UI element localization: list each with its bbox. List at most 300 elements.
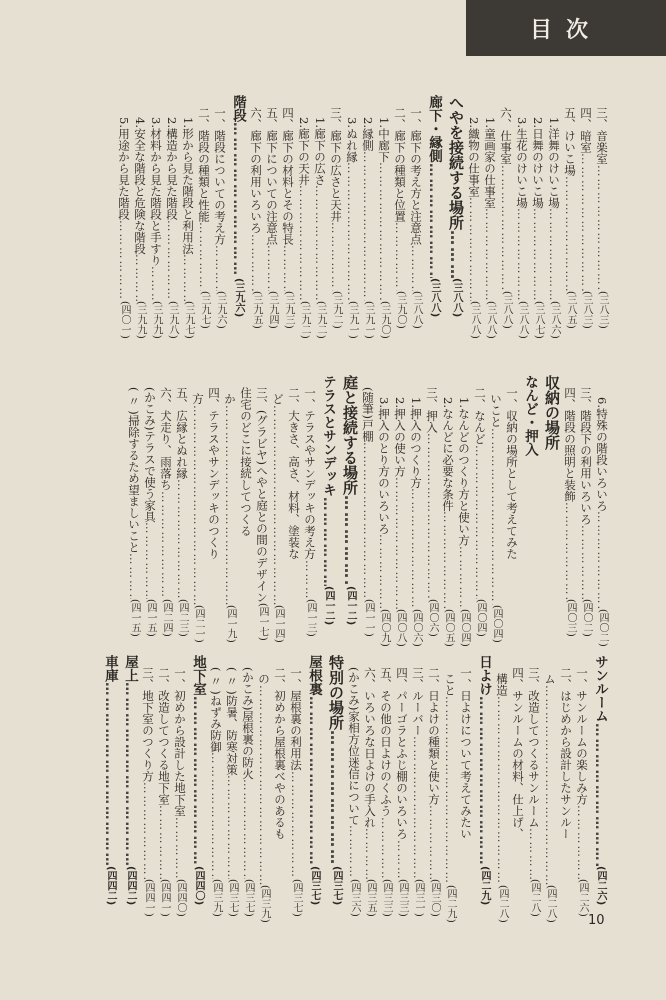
toc-page-ref: (四一一) [363,599,374,637]
toc-entry-text: ( 〃 )掃除するため望ましいこと [127,387,141,553]
toc-page-ref: (三九二) [299,301,310,339]
toc-section-heading [100,655,120,905]
toc-entry [562,375,578,637]
toc-page-ref: (四三一) [413,879,424,917]
toc-entry-text: テラスとサンデッキ [320,375,336,497]
toc-leader-dots [164,220,180,301]
toc-entry [240,655,256,917]
toc-leader-dots [410,736,426,879]
toc-entry-text: 四、サンルームの材料、仕上げ、 [511,667,525,840]
toc-page-ref: (三九八) [167,301,178,339]
toc-section-heading [324,655,346,905]
toc-page-ref: (三八八) [485,301,496,339]
toc-page-ref: (三八五) [565,291,576,329]
toc-leader-dots [344,162,360,301]
toc-entry [158,375,174,637]
toc-page-ref: (四二九) [445,885,456,923]
toc-leader-dots [208,752,224,879]
toc-page-ref: (三九〇) [379,301,390,339]
toc-entry [140,655,156,917]
toc-leader-dots [296,185,312,301]
toc-page-ref: (三九六) [233,277,244,317]
toc-entry-text: 四、階段の照明と装飾 [563,387,577,502]
toc-entry [224,655,240,917]
toc-entry [132,95,148,339]
toc-page-ref: (四四二) [125,865,136,905]
toc-page-ref: (三八八) [517,301,528,339]
toc-section-heading [444,95,466,317]
toc-entry [456,375,472,647]
toc-leader-dots [440,511,456,609]
toc-leader-dots [590,723,610,866]
toc-leader-dots [408,488,424,609]
toc-entry-text: 方 [191,393,205,405]
toc-leader-dots [456,546,472,609]
toc-header [466,0,666,56]
toc-entry [376,95,392,339]
toc-entry [408,95,424,329]
toc-page-ref: (四〇四) [475,599,486,637]
toc-page-ref: (四三九) [211,879,222,917]
toc-page-ref: (三九二) [331,291,342,329]
toc-entry [542,655,558,923]
toc-entry [206,375,222,637]
toc-entry [530,95,546,339]
toc-entry-text: 特別の場所 [327,655,345,730]
toc-section-heading [318,375,338,625]
toc-entry [504,375,520,637]
toc-entry [196,95,212,329]
toc-page-ref: (四三七) [309,865,320,905]
toc-entry-text: 収納の場所 [543,375,561,450]
toc-leader-dots [304,696,324,866]
toc-entry [346,655,362,917]
toc-section-heading [304,655,324,905]
toc-page-ref: (三九七) [183,301,194,339]
toc-leader-dots [318,497,338,586]
toc-entry-text: 3.材料から見た階段と手すり [149,117,163,266]
toc-entry-text: 二、なんど [473,387,487,445]
toc-entry [562,95,578,329]
toc-entry [302,375,318,637]
toc-leader-dots [408,245,424,291]
toc-entry-text: (随筆)戸棚 [361,387,375,442]
toc-leader-dots [228,122,248,278]
toc-entry-text: 三、廊下の広さと天井 [329,107,343,222]
toc-leader-dots [140,782,156,879]
toc-entry-text: 四、パーゴラとふじ棚のいろいろ [395,667,409,840]
toc-entry [272,655,288,917]
toc-entry [256,655,272,923]
toc-entry-text: 二、はじめから設計したサンルー [559,667,573,840]
toc-page-ref: (四〇三) [565,599,576,637]
toc-entry-text: 一、テラスやサンデッキの考え方 [303,387,317,560]
toc-leader-dots [392,477,408,609]
toc-entry-text: 2.なんどに必要な条件 [441,397,455,512]
toc-entry-text: 四、暗室 [579,107,593,153]
toc-entry-text: 二、階段の種類と性能 [197,107,211,222]
toc-page-ref: (四〇二) [581,599,592,637]
toc-entry [174,375,190,637]
toc-leader-dots [542,685,558,886]
toc-section-heading [540,375,562,625]
toc-leader-dots [578,525,594,599]
toc-leader-dots [188,696,208,866]
toc-leader-dots [494,696,510,885]
toc-entry [514,95,530,339]
toc-entry-text: 二、日よけの種類と使い方 [427,667,441,805]
toc-entry-text: 一、屋根裏の利用法 [289,667,303,771]
toc-entry-text: 6.特殊の階段いろいろ [595,397,609,512]
toc-section-heading [590,655,610,905]
toc-leader-dots [190,405,206,606]
toc-page-ref: (四一三) [305,599,316,637]
toc-entry [440,375,456,647]
toc-entry-text: 3.押入のとり方のいろいろ [377,397,391,535]
toc-leader-dots [392,222,408,291]
toc-entry-text: 庭と接続する場所 [341,375,359,495]
toc-page-ref: (四〇九) [379,609,390,647]
toc-entry-text: 三、押入 [425,387,439,433]
toc-page-ref: (三九五) [251,291,262,329]
toc-entry [180,95,196,339]
toc-page-ref: (四一二) [345,585,356,625]
toc-entry-text: 三、改造してつくるサンルーム [527,667,541,828]
toc-entry [328,95,344,329]
toc-entry [510,655,526,917]
toc-leader-dots [394,840,410,880]
toc-entry-text: 2.押入の使い方 [393,397,407,477]
toc-leader-dots [338,495,360,586]
toc-block-middle-columns [126,375,610,647]
toc-page-ref: (四二六) [595,865,606,905]
toc-page-ref: (四一五) [145,599,156,637]
toc-entry-text: ( 〃 )防暑、防寒対策 [225,667,239,776]
toc-section-heading [228,95,248,317]
toc-leader-dots [514,208,530,301]
toc-page-ref: (四二八) [529,879,540,917]
toc-page-ref: (四三七) [227,879,238,917]
toc-entry [288,655,304,917]
toc-page-ref: (三九九) [151,301,162,339]
toc-page-ref: (四〇四) [491,605,502,643]
toc-page-ref: (四三三) [397,879,408,917]
toc-entry [594,375,610,647]
toc-entry-text: なんど・押入 [522,375,538,456]
toc-leader-dots [466,197,482,301]
toc-page-ref: (三八七) [533,301,544,339]
toc-leader-dots [562,176,578,291]
toc-page-ref: (四三九) [259,885,270,923]
toc-entry-text: (かこみ)家相方位迷信について [347,667,361,826]
toc-entry-text: ど [271,393,285,405]
toc-page-ref: (三八八) [451,277,462,317]
toc-leader-dots [444,230,466,278]
toc-entry [392,375,408,647]
toc-entry [488,375,504,643]
toc-entry-text: いこと [489,393,503,428]
toc-entry [410,655,426,917]
toc-entry [248,95,264,329]
toc-entry-text: 一、日よけについて考えてみたい [459,667,473,840]
toc-page-ref: (四一九) [225,605,236,643]
toc-entry [466,95,482,339]
toc-entry-text: 2.日舞のけいこ場 [531,117,545,209]
toc-entry [498,95,514,329]
toc-page-ref: (三九二) [315,301,326,339]
toc-entry [578,95,594,329]
toc-entry [286,375,302,637]
toc-leader-dots [472,445,488,600]
toc-leader-dots [116,220,132,301]
toc-page-ref: (三八六) [549,301,560,339]
toc-entry-text: 5.用途から見た階段 [117,117,131,220]
toc-page-ref: (四二一) [193,605,204,643]
toc-entry [254,375,270,641]
toc-entry-text: 1.童画家の仕事室 [483,117,497,209]
toc-page-ref: (三八八) [411,291,422,329]
toc-entry-text: 六、廊下の利用いろいろ [249,107,263,234]
toc-leader-dots [100,682,120,866]
toc-entry-text: 六、犬走り、雨落ち [159,387,173,491]
toc-page-ref: (四三七) [331,865,342,905]
toc-page-ref: (四三〇) [429,879,440,917]
page-number: 10 [588,913,605,928]
toc-entry-text: 三、地下室のつくり方 [141,667,155,782]
toc-entry-text: 2.廊下の天井 [297,117,311,186]
toc-page-ref: (三九一) [363,301,374,339]
toc-entry-text: 1.廊下の広さ [313,117,327,186]
toc-entry-text: 階段 [230,95,246,122]
toc-leader-dots [120,682,140,866]
toc-page-ref: (四四一) [143,879,154,917]
toc-leader-dots [312,185,328,301]
toc-entry-text: 廊下・縁側 [426,95,442,163]
toc-entry-text: へやを接続する場所 [447,95,465,230]
toc-leader-dots [482,208,498,301]
toc-leader-dots [280,245,296,291]
toc-entry-text: 1.なんどのつくり方と使い方 [457,397,471,546]
toc-entry-text: 二、廊下の種類と位置 [393,107,407,222]
toc-entry-text: 1.中廊下 [377,117,391,163]
toc-leader-dots [426,805,442,879]
toc-page-ref: (四一七) [257,602,268,641]
toc-leader-dots [360,151,376,301]
toc-leader-dots [174,479,190,599]
toc-entry-text: 2.構造から見た階段 [165,117,179,220]
toc-page-ref: (四一四) [273,605,284,643]
toc-entry [424,375,440,637]
toc-leader-dots [346,825,362,879]
toc-page-ref: (三九九) [135,301,146,339]
toc-entry-text: 構造 [495,673,509,696]
toc-leader-dots [172,817,188,880]
toc-leader-dots [328,222,344,291]
toc-page-ref: (三八八) [429,277,440,317]
toc-leader-dots [248,234,264,292]
toc-page-ref: (四二六) [577,879,588,917]
toc-page-ref: (三八三) [597,291,608,329]
toc-leader-dots [158,491,174,600]
toc-leader-dots [196,222,212,291]
toc-page-ref: (四二三) [177,599,188,637]
toc-page-ref: (四二八) [545,885,556,923]
toc-page-ref: (三九六) [215,291,226,329]
toc-page-ref: (四〇六) [427,599,438,637]
toc-page-ref: (四一二) [323,585,334,625]
toc-entry-text: 六、いろいろな日よけの手入れ [363,667,377,828]
toc-entry-text: 五、その他の日よけのくふう [379,667,393,817]
toc-entry-text: こと [443,673,457,696]
toc-entry-text: 一、初めから設計した地下室 [173,667,187,817]
toc-entry-text: ( 〃 )ねずみ防御 [209,667,223,753]
toc-entry [208,655,224,917]
toc-page-ref: (四〇四) [459,609,470,647]
toc-entry [238,375,254,637]
toc-entry-text: 六、仕事室 [499,107,513,165]
toc-entry-text: 四、廊下の材料とその特長 [281,107,295,245]
toc-entry [360,95,376,339]
toc-page-ref: (四〇六) [411,609,422,647]
toc-entry [126,375,142,637]
toc-entry [360,375,376,637]
toc-section-heading [188,655,208,905]
toc-entry [392,95,408,329]
toc-entry [472,375,488,637]
toc-entry-text: 3.生花のけいこ場 [515,117,529,209]
toc-leader-dots [180,254,196,301]
toc-leader-dots [126,553,142,599]
toc-leader-dots [562,502,578,599]
toc-entry-text: 3.ぬれ縁 [345,117,359,163]
toc-entry-text: 一、サンルームの楽しみ方 [575,667,589,805]
toc-entry [526,655,542,917]
toc-section-heading [474,655,494,905]
toc-entry [408,375,424,647]
toc-leader-dots [442,696,458,885]
toc-page-ref: (四四二) [105,865,116,905]
toc-leader-dots [594,165,610,292]
toc-entry-text: 五、広縁とぬれ縁 [175,387,189,479]
toc-page-ref: (四〇二) [597,609,608,647]
toc-title: 目次 [529,17,602,43]
toc-entry [164,95,180,339]
toc-entry [482,95,498,339]
toc-page-ref: (四〇八) [395,609,406,647]
toc-entry-text: 屋根裏 [306,655,322,696]
toc-section-heading [338,375,360,625]
toc-page-ref: (四三七) [291,879,302,917]
toc-leader-dots [360,442,376,599]
toc-entry [442,655,458,923]
toc-page-ref: (三九一) [347,301,358,339]
toc-entry-text: 三、音楽室 [595,107,609,165]
toc-entry-text: 4.安全な階段と危険な階段 [133,117,147,255]
toc-entry [494,655,510,923]
toc-section-heading [424,95,444,317]
toc-entry [362,655,378,917]
toc-entry [458,655,474,917]
toc-page-ref: (三八三) [581,291,592,329]
toc-page-ref: (三八八) [469,301,480,339]
toc-leader-dots [574,805,590,879]
toc-leader-dots [362,828,378,879]
toc-entry [142,375,158,637]
toc-page-ref: (四二九) [479,865,490,905]
toc-leader-dots [222,405,238,606]
toc-entry [264,95,280,329]
toc-entry-text: 五、けいこ場 [563,107,577,176]
toc-entry-text: の [257,673,271,685]
toc-entry [172,655,188,917]
toc-entry [574,655,590,917]
toc-entry [222,375,238,643]
toc-entry-text: 一、廊下の考え方と注意点 [409,107,423,245]
toc-leader-dots [264,245,280,291]
toc-leader-dots [474,696,494,866]
toc-leader-dots [378,817,394,880]
toc-entry-text: (かこみ)屋根裏の防火 [241,667,255,780]
toc-leader-dots [376,534,392,609]
toc-page-ref: (四三七) [243,879,254,917]
toc-leader-dots [498,165,514,292]
toc-entry [378,655,394,917]
toc-entry-text: 住宅のどこに接続してつくる [239,387,253,537]
toc-entry-text: 一、階段についての考え方 [213,107,227,245]
toc-entry-text: 五、廊下についての注意点 [265,107,279,245]
toc-entry-text: 1.押入のつくり方 [409,397,423,489]
toc-leader-dots [256,685,272,886]
toc-leader-dots [132,254,148,301]
toc-entry [344,95,360,339]
toc-entry-text: 日よけ [476,655,492,696]
toc-entry [376,375,392,647]
toc-entry-text: (かこみ)テラスで使う家具 [143,387,157,523]
toc-entry-text: サンルーム [592,655,608,723]
toc-page-ref: (四四一) [159,879,170,917]
toc-entry [148,95,164,339]
toc-leader-dots [424,163,444,278]
toc-entry [190,375,206,643]
toc-page-ref: (四二四) [161,599,172,637]
toc-entry-text: 2.織物の仕事室 [467,117,481,197]
toc-leader-dots [270,405,286,606]
toc-page-ref: (四四〇) [175,879,186,917]
toc-leader-dots [578,153,594,291]
toc-entry-text: 車庫 [102,655,118,682]
toc-leader-dots [156,805,172,879]
toc-entry [426,655,442,917]
toc-entry [270,375,286,643]
toc-entry-text: 屋上 [122,655,138,682]
toc-entry [578,375,594,637]
toc-entry-text: 2.縁側 [361,117,375,151]
toc-page-ref: (三九四) [267,291,278,329]
toc-entry-text: ム [543,673,557,685]
toc-leader-dots [488,428,504,606]
toc-leader-dots [148,266,164,301]
toc-leader-dots [288,771,304,880]
toc-page-ref: (三九〇) [395,291,406,329]
toc-page-ref: (四一五) [129,599,140,637]
toc-leader-dots [424,433,440,599]
toc-entry [394,655,410,917]
toc-page-ref: (四二八) [497,885,508,923]
toc-entry [156,655,172,917]
toc-entry [280,95,296,329]
toc-leader-dots [324,730,346,866]
toc-leader-dots [530,208,546,301]
